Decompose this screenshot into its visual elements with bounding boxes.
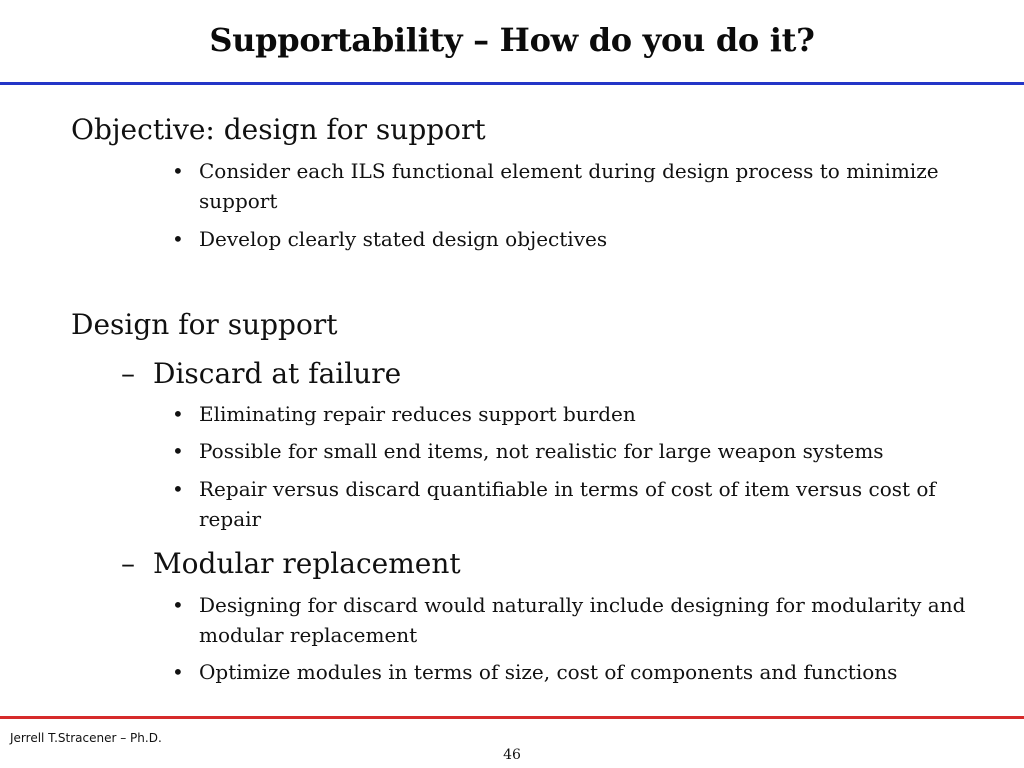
- subsection-heading-modular: [121, 547, 461, 581]
- bullet-text: Repair versus discard quantifiable in terms of cost of item versus cost of repair: [199, 477, 936, 531]
- bullet-text: Eliminating repair reduces support burden: [199, 402, 636, 426]
- bullet-icon: •: [172, 159, 184, 183]
- footer-divider: [0, 716, 1024, 719]
- dash-marker: –: [121, 547, 135, 580]
- bullet-item: [172, 224, 972, 254]
- bullet-text: Possible for small end items, not realistic for large weapon systems: [199, 439, 884, 463]
- bullet-item: [172, 657, 972, 687]
- bullet-icon: •: [172, 227, 184, 251]
- subsection-heading-text: Discard at failure: [153, 357, 402, 390]
- bullet-text: Designing for discard would naturally include designing for modularity and modular replacement: [199, 593, 966, 647]
- bullet-item: [172, 436, 972, 466]
- section-heading-design-for-support: Design for support: [71, 308, 338, 341]
- bullet-text: Develop clearly stated design objectives: [199, 227, 608, 251]
- bullet-item: [172, 474, 972, 534]
- bullet-icon: •: [172, 439, 184, 463]
- subsection-heading-discard: [121, 357, 401, 391]
- subsection-heading-text: Modular replacement: [153, 547, 461, 580]
- bullet-text: Optimize modules in terms of size, cost of components and functions: [199, 660, 898, 684]
- page-number: 46: [503, 747, 521, 763]
- bullet-item: [172, 156, 972, 216]
- dash-marker: –: [121, 357, 135, 390]
- bullet-icon: •: [172, 477, 184, 501]
- bullet-icon: •: [172, 593, 184, 617]
- bullet-icon: •: [172, 660, 184, 684]
- bullet-text: Consider each ILS functional element during design process to minimize support: [199, 159, 939, 213]
- footer-author: Jerrell T.Stracener – Ph.D.: [10, 731, 162, 745]
- bullet-item: [172, 590, 972, 650]
- title-divider: [0, 82, 1024, 85]
- section-heading-objective: Objective: design for support: [71, 113, 486, 146]
- bullet-item: [172, 399, 972, 429]
- bullet-icon: •: [172, 402, 184, 426]
- slide-title: Supportability – How do you do it?: [209, 21, 815, 59]
